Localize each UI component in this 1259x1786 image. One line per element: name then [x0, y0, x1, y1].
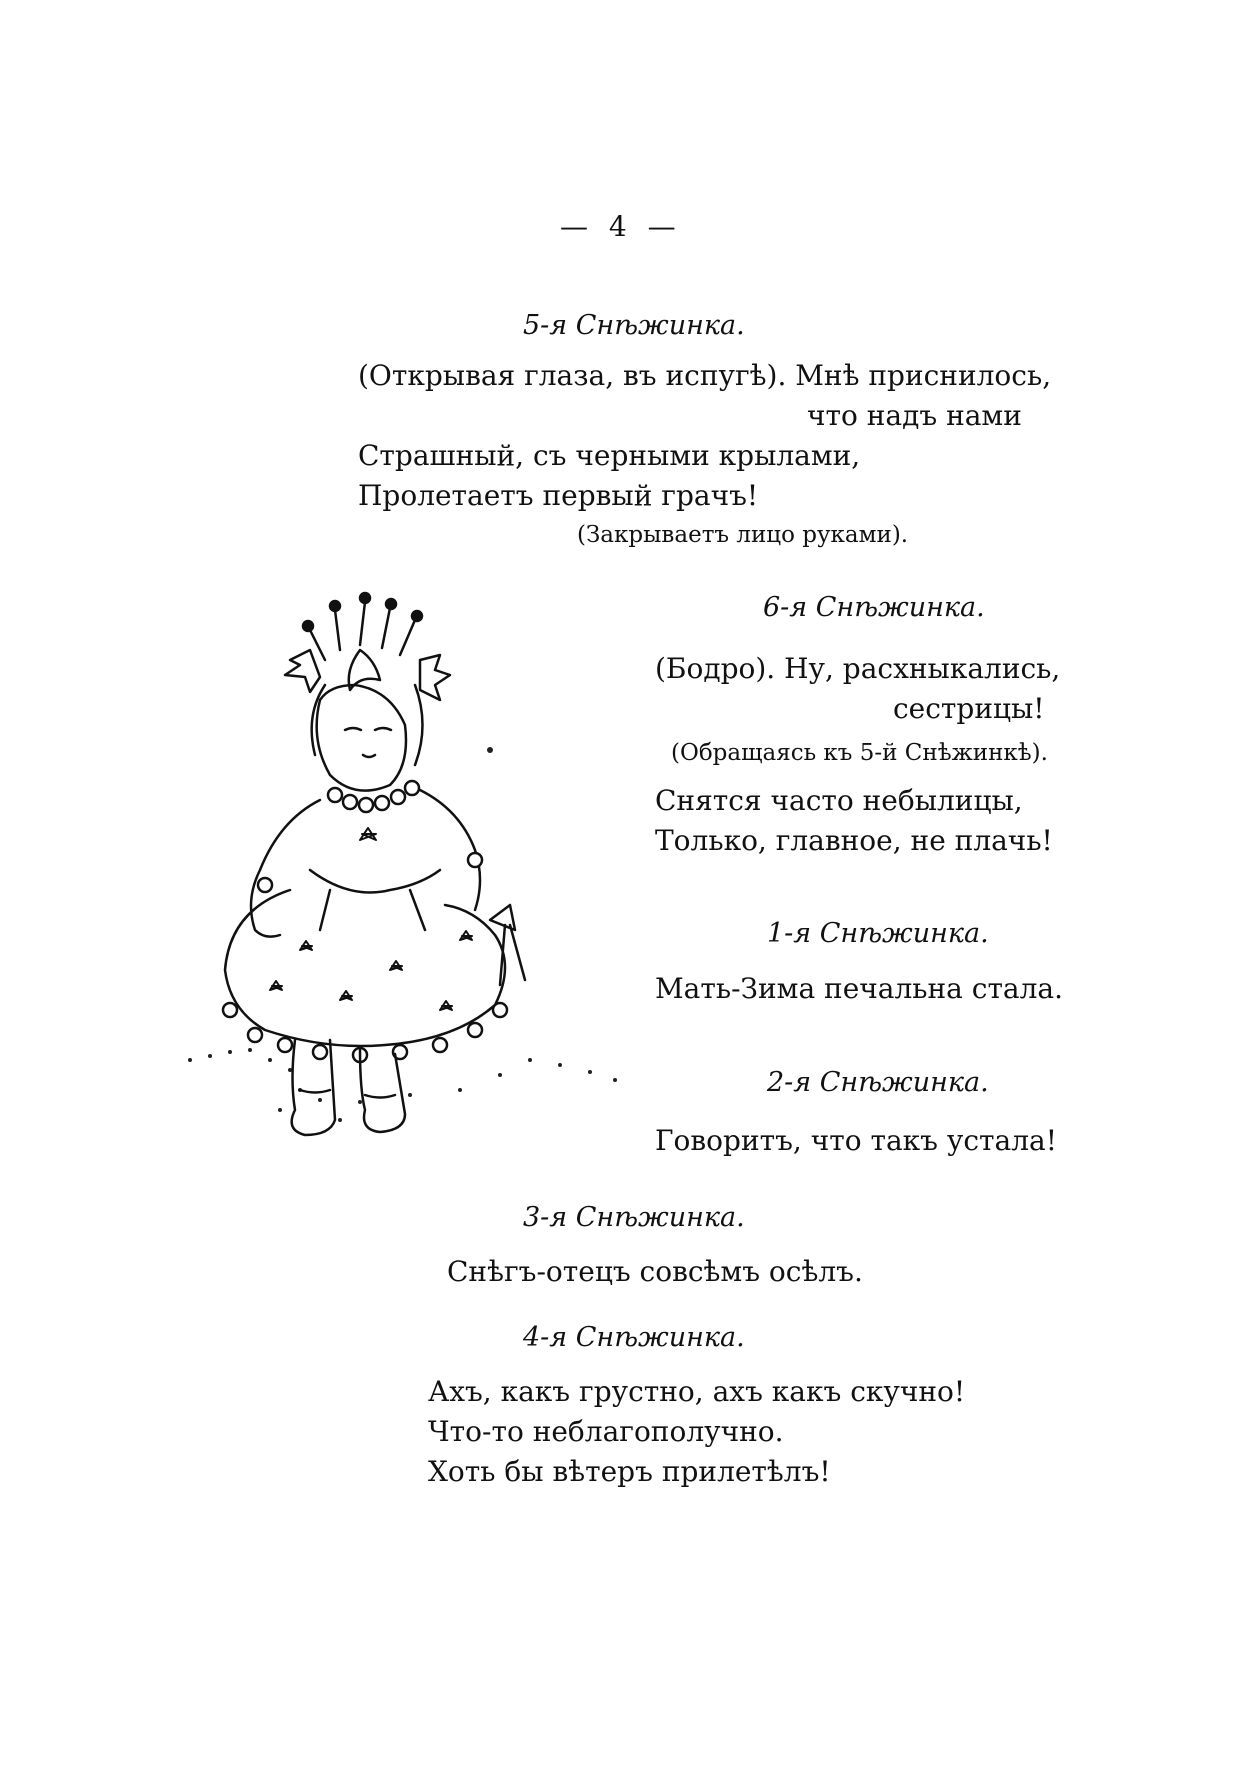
verse-line: Пролетаетъ первый грачъ! [358, 479, 759, 512]
speaker-heading: 6-я Снѣжинка. [763, 592, 985, 623]
dress [225, 790, 505, 1046]
verse-line: Страшный, съ черными крылами, [358, 439, 861, 472]
verse-line: Хоть бы вѣтеръ прилетѣлъ! [428, 1455, 831, 1488]
speaker-heading: 4-я Снѣжинка. [523, 1322, 745, 1353]
crown [285, 593, 450, 700]
side-bow [490, 905, 525, 985]
speaker-heading: 2-я Снѣжинка. [767, 1067, 989, 1098]
verse-line: сестрицы! [893, 692, 1045, 725]
verse-line: Мать-Зима печальна стала. [655, 972, 1064, 1005]
verse-line: Что-то неблагополучно. [428, 1415, 784, 1448]
verse-line: (Открывая глаза, въ испугѣ). Мнѣ приснилось, [358, 359, 1052, 392]
snowflake-child-illustration [160, 590, 630, 1170]
verse-line: Снѣгъ-отецъ совсѣмъ осѣлъ. [447, 1255, 863, 1288]
verse-line: Снятся часто небылицы, [655, 784, 1023, 817]
verse-line: Только, главное, не плачь! [655, 824, 1053, 857]
verse-line: (Бодро). Ну, расхныкались, [655, 652, 1061, 685]
legs [292, 1040, 405, 1135]
speaker-heading: 3-я Снѣжинка. [523, 1202, 745, 1233]
collar [328, 781, 419, 812]
verse-line: что надъ нами [807, 399, 1022, 432]
page-number: — 4 — [560, 210, 682, 243]
head [312, 685, 423, 791]
stage-direction: (Обращаясь къ 5-й Снѣжинкѣ). [671, 740, 1048, 766]
verse-line: Ахъ, какъ грустно, ахъ какъ скучно! [428, 1375, 966, 1408]
speaker-heading: 5-я Снѣжинка. [523, 310, 745, 341]
verse-line: Говоритъ, что такъ устала! [655, 1124, 1057, 1157]
stage-direction: (Закрываетъ лицо руками). [577, 522, 909, 548]
speaker-heading: 1-я Снѣжинка. [767, 918, 989, 949]
dress-stars [270, 828, 472, 1010]
